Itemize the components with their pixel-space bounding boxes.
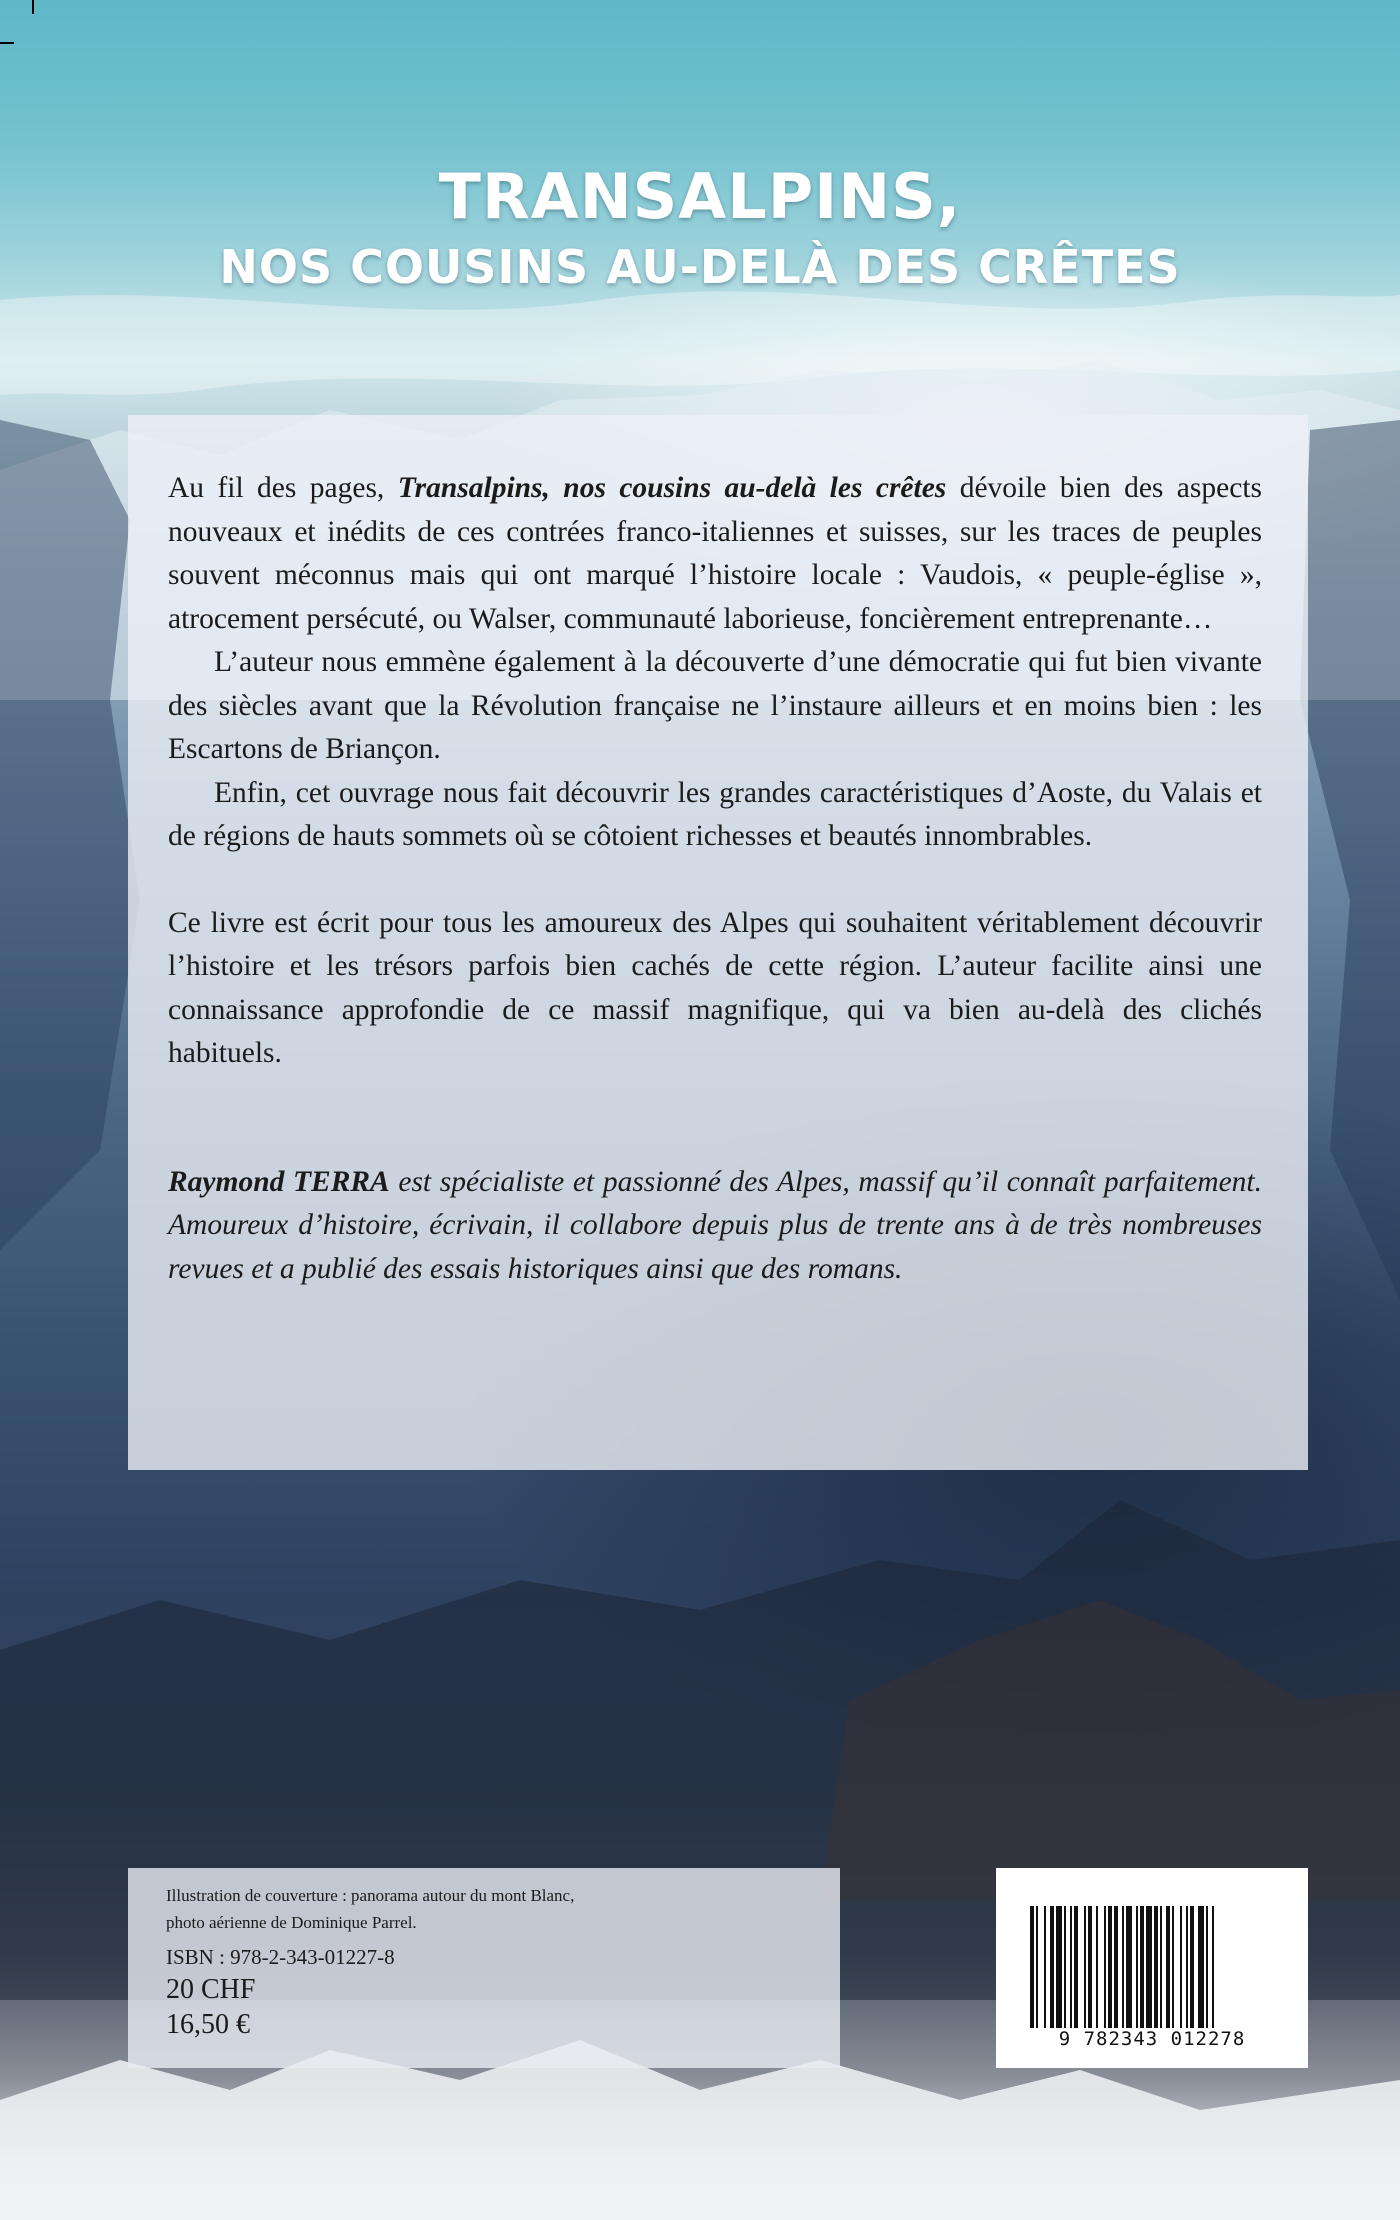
book-title-inline: Transalpins, nos cousins au-delà les crêtes: [397, 472, 947, 504]
blurb-p1-rest: dévoile bien des aspects nouveaux et inédits de ces contrées franco-italiennes et suisses, sur les traces de peuples souvent méconnus mais qui ont marqué l’histoire locale : Vaudois, « peuple-église », atrocement persécuté, ou Walser, communauté laborieuse, foncièrement entreprenante…: [168, 472, 1262, 635]
blurb-p1-lead: Au fil des pages,: [168, 472, 398, 504]
author-name: Raymond TERRA: [168, 1165, 390, 1198]
paragraph-gap: [168, 1076, 1262, 1161]
author-bio-text: est spécialiste et passionné des Alpes, massif qu’il connaît parfaitement. Amoureux d’histoire, écrivain, il collabore depuis plus de trente ans à de très nombreuses revues et a publié des essais historiques ainsi que des romans.: [168, 1165, 1262, 1285]
barcode-bar: [1122, 1906, 1124, 2028]
barcode-bar: [1166, 1906, 1170, 2028]
barcode-bar: [1140, 1906, 1144, 2028]
barcode-bar: [1198, 1906, 1204, 2028]
barcode-bar: [1108, 1906, 1112, 2028]
barcode-bar: [1114, 1906, 1118, 2028]
blurb-paragraph-3: Enfin, cet ouvrage nous fait découvrir les grandes caractéristiques d’Aoste, du Valais et de régions de hauts sommets où se côtoient richesses et beautés innombrables.: [168, 776, 1262, 852]
author-bio: [168, 1161, 1262, 1292]
barcode-bar: [1056, 1906, 1062, 2028]
barcode-bar: [1190, 1906, 1194, 2028]
price-chf: 20 CHF: [166, 1974, 256, 2005]
price-eur: 16,50 €: [166, 2009, 250, 2040]
barcode-bar: [1172, 1906, 1174, 2028]
barcode-bar: [1074, 1906, 1078, 2028]
barcode-bar: [1160, 1906, 1162, 2028]
isbn: ISBN : 978-2-343-01227-8: [166, 1945, 395, 1969]
barcode-bar: [1088, 1906, 1092, 2028]
illustration-credit-line-2: photo aérienne de Dominique Parrel.: [166, 1913, 417, 1932]
barcode-bar: [1206, 1906, 1208, 2028]
barcode-bar: [1096, 1906, 1098, 2028]
barcode-box: [996, 1868, 1308, 2068]
barcode-bar: [1030, 1906, 1034, 2028]
credits-box: [128, 1868, 840, 2068]
barcode-bar: [1084, 1906, 1086, 2028]
title-line-1: TRANSALPINS,: [438, 160, 962, 233]
barcode-bar: [1036, 1906, 1038, 2028]
barcode-number: 9 782343 012278: [1058, 2028, 1246, 2050]
crop-mark: [0, 42, 14, 44]
barcode-bar: [1180, 1906, 1182, 2028]
barcode-icon: [1030, 1906, 1274, 2028]
crop-mark: [32, 0, 34, 14]
paragraph-gap: [168, 859, 1262, 902]
barcode-bar: [1064, 1906, 1066, 2028]
barcode-bar: [1186, 1906, 1188, 2028]
blurb-panel: [128, 415, 1308, 1470]
barcode-bar: [1146, 1906, 1152, 2028]
illustration-credit-line-1: Illustration de couverture : panorama autour du mont Blanc,: [166, 1886, 575, 1905]
barcode-bar: [1212, 1906, 1214, 2028]
blurb-paragraph-2: L’auteur nous emmène également à la découverte d’une démocratie qui fut bien vivante des siècles avant que la Révolution française ne l’instaure ailleurs et en moins bien : les Escartons de Briançon.: [168, 646, 1262, 765]
barcode-bar: [1136, 1906, 1138, 2028]
barcode-bar: [1070, 1906, 1072, 2028]
barcode-bar: [1044, 1906, 1046, 2028]
barcode-bar: [1126, 1906, 1132, 2028]
barcode-bar: [1154, 1906, 1158, 2028]
title-line-2: NOS COUSINS AU-DELÀ DES CRÊTES: [219, 240, 1181, 294]
barcode-bar: [1050, 1906, 1054, 2028]
blurb-paragraph-1: [168, 467, 1262, 641]
blurb-paragraph-4: Ce livre est écrit pour tous les amoureux des Alpes qui souhaitent véritablement découvrir l’histoire et les trésors parfois bien cachés de cette région. L’auteur facilite ainsi une connaissance approfondie de ce massif magnifique, qui va bien au-delà des clichés habituels.: [168, 906, 1262, 1069]
barcode-bar: [1104, 1906, 1106, 2028]
